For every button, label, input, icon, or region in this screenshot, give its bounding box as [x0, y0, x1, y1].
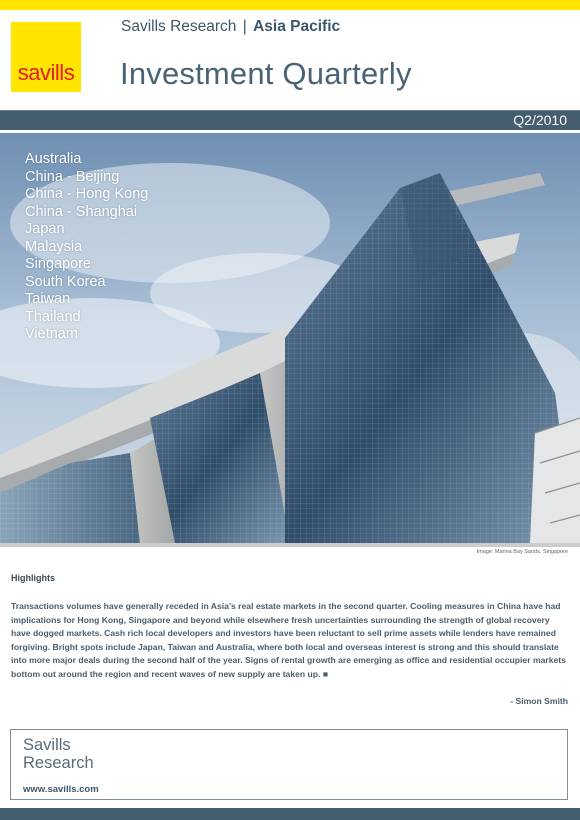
market-list: [25, 151, 148, 344]
highlights-heading: Highlights: [11, 573, 55, 583]
market-item-australia: Australia: [25, 151, 82, 167]
market-item-south-korea: South Korea: [25, 273, 106, 290]
market-item-singapore: Singapore: [25, 256, 92, 272]
series-brand: Savills Research: [121, 18, 237, 35]
market-item-thailand: Thailand: [25, 308, 81, 325]
bottom-bar: [0, 808, 580, 820]
highlights-text: Transactions volumes have generally receded in Asia's real estate markets in the second quarter. Cooling measures in China have had implications for Hong Kong, Singapore and beyond while elsewhere fresh uncertainties surrounding the strength of global recovery have dogged markets. Cash rich local developers and investors have been reluctant to sell prime assets while lenders have remained forgiving. Bright spots include Japan, Taiwan and Australia, where both local and overseas interest is strong and this should translate into more major deals during the second half of the year. Signs of rental growth are emerging as office and residential occupier markets bottom out around the region and recent waves of new supply are taken up.: [11, 601, 566, 679]
footer-brand-line1: Savills: [23, 736, 71, 754]
page-title: Investment Quarterly: [120, 56, 412, 91]
footer-brand: [23, 736, 94, 772]
market-item-shanghai: China - Shanghai: [25, 203, 138, 220]
website-link[interactable]: www.savills.com: [23, 784, 99, 795]
market-item-japan: Japan: [25, 221, 65, 237]
savills-logo[interactable]: [11, 22, 81, 92]
market-item-beijing: China - Beijing: [25, 168, 120, 185]
market-item-malaysia: Malaysia: [25, 238, 83, 255]
footer-box: [10, 729, 568, 800]
author-signature: - Simon Smith: [510, 696, 568, 706]
divider: [0, 543, 580, 547]
top-yellow-stripe: [0, 0, 580, 10]
logo-text: savills: [17, 60, 75, 85]
market-item-vietnam: Vietnam: [25, 326, 78, 342]
period-bar: [0, 110, 580, 130]
footer-brand-line2: Research: [23, 754, 94, 772]
report-series: [121, 18, 340, 36]
series-region: Asia Pacific: [253, 18, 341, 35]
image-caption: Image: Marina Bay Sands, Singapore: [476, 549, 568, 555]
highlights-body: [11, 600, 569, 682]
market-item-hong-kong: China - Hong Kong: [25, 186, 149, 202]
period-label: Q2/2010: [513, 112, 567, 128]
market-item-taiwan: Taiwan: [25, 291, 71, 307]
series-separator: |: [242, 18, 247, 35]
end-mark-icon: ■: [322, 668, 329, 679]
